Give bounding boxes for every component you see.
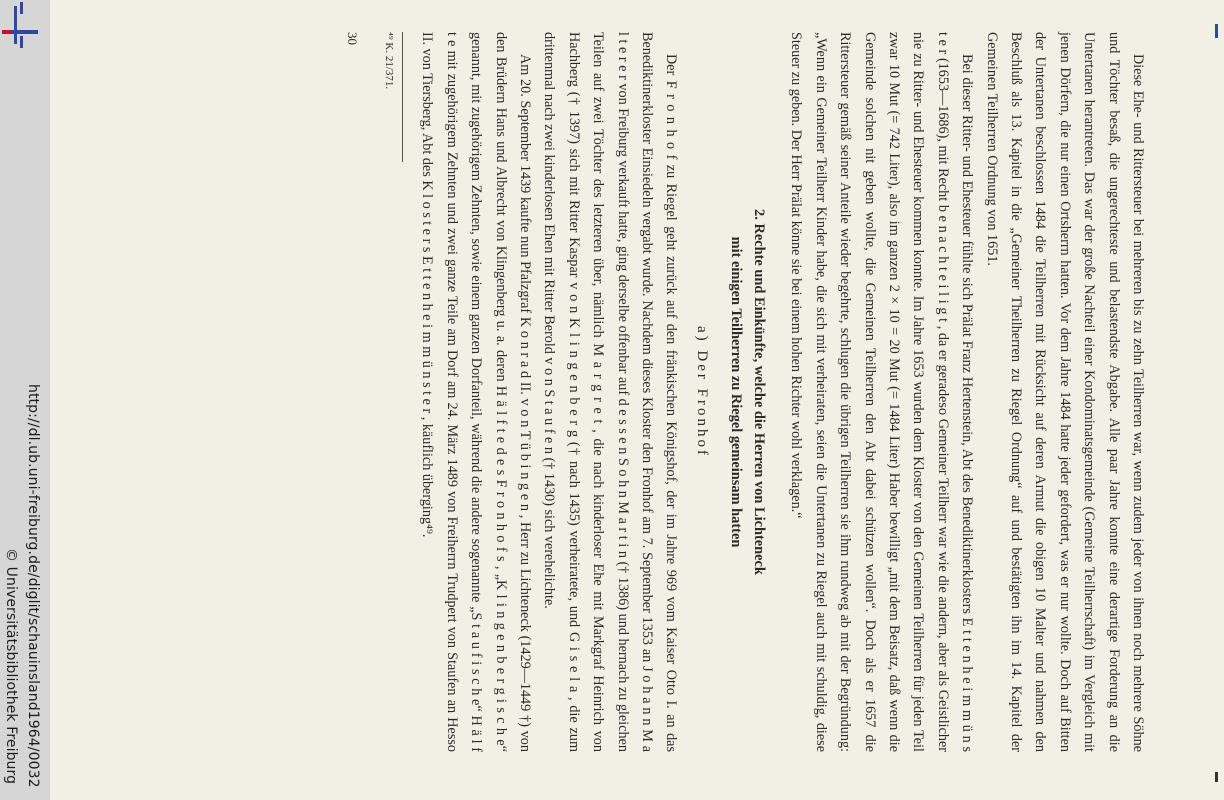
- paragraph-intro-2: Bei dieser Ritter- und Ehesteuer fühlte sich Prälat Franz Hertenstein, Abt des Benediktinerklosters E t t e n h e i m m ü n s t e r (1653—1686), mit Recht b e n a c h t e i l i g t , da er geradeso Gemeiner Teilherr war wie die andern, aber als Geistlicher nie zu Ritter- und Ehesteuer kommen konnte. Im Jahre 1653 wurden dem Kloster von den Gemeinen Teilherren für jeden Teil zwar 10 Mut (= 742 Liter), also im ganzen 2 × 10 = 20 Mut (= 1484 Liter) Haber bewilligt „mit dem Beisatz, daß wenn die Gemeinde solchen nit geben wollte, die Gemeinen Teilherren den Abt dabei schützen wollen“. Doch als er 1657 die Rittersteuer gemäß seiner Anteile wieder begehrte, schlugen die übrigen Teilherren sie ihm rundweg ab mit der Begründung: „Wenn ein Gemeiner Teilherr Kinder habe, die sich mit verheiraten, seien die Untertanen zu Riegel auch mit schuldig, diese Steuer zu geben. Der Herr Prälat könne sie bei einem hohen Richter wohl verklagen.“: [788, 32, 976, 752]
- paragraph-intro-1: Diese Ehe- und Rittersteuer bei mehreren bis zu zehn Teilherren war, wenn zudem jeder von ihnen noch mehrere Söhne und Töchter besaß, die ungerechteste und belastendste Abgabe. Alle paar Jahre konnte eine derartige Forderung an die Untertanen herantreten. Das war der große Nachteil einer Kondominatsgemeinde (Gemeine Teilherrschaft) im Vergleich mit jenen Dörfern, die nur einen Ortsherrn hatten. Vor dem Jahre 1484 hatte jeder gefordert, was er nur wollte. Doch auf Bitten der Untertanen beschlossen 1484 die Teilherren mit Rücksicht auf deren Armut die obigen 10 Malter und nahmen den Beschluß als 13. Kapitel in die „Gemeiner Theilherren zu Riegel Ordnung“ auf und bestätigten ihn im 14. Kapitel der Gemeinen Teilherren Ordnung von 1651.: [983, 32, 1146, 752]
- subsection-heading: a) Der Fronhof: [693, 326, 710, 458]
- viewer-sidebar: [0, 0, 50, 800]
- footnote-divider: [402, 32, 403, 162]
- rotated-page-content: [150, 32, 1150, 752]
- footnote: ⁴⁹ K. 21/371.: [383, 32, 396, 90]
- university-library-logo-icon[interactable]: [0, 0, 50, 50]
- section-heading: [724, 32, 770, 752]
- section-heading-line2: mit einigen Teilherren zu Riegel gemeinsam hatten: [727, 236, 744, 548]
- section-heading-line1: 2. Rechte und Einkünfte, welche die Herren von Lichteneck: [750, 209, 767, 575]
- paragraph-fronhof-2: Am 20. September 1439 kaufte nun Pfalzgraf K o n r a d II. v o n T ü b i n g e n , Herr zu Lichteneck (1429—1449 †) von den Brüdern Hans und Albrecht von Klingenberg u. a. deren H ä l f t e d e s F r o n h o f s , „K l i n g e n b e r g i s c h e“ genannt, mit zugehörigem Zehnten, sowie einem ganzen Dorfanteil, während die andere sogenannte „S t a u f i s c h e“ H ä l f t e mit zugehörigem Zehnten und zwei ganze Teile am Dorf am 24. März 1489 von Freiherrn Trudpert von Staufen an Hesso II. von Tiersberg, Abt des K l o s t e r s E t t e n h e i m m ü n s t e r , käuflich überging⁴⁹.: [419, 32, 534, 752]
- page-edge-marker: [1215, 24, 1218, 38]
- page-number: 30: [345, 32, 361, 45]
- paragraph-fronhof-1: Der F r o n h o f zu Riegel geht zurück auf den fränkischen Königshof, der im Jahre 969 vom Kaiser Otto I. an das Benediktinerkloster Einsiedeln vergabt wurde. Nachdem dieses Kloster den Fronhof am 7. September 1353 an J o h a n n M a l t e r e r von Freiburg verkauft hatte, ging derselbe offenbar auf d e s s e n S o h n M a r t i n († 1386) und hernach zu gleichen Teilen auf zwei Töchter des letzteren über, nämlich M a r g r e t , die nach kinderloser Ehe mit Markgraf Heinrich von Hachberg († 1397) sich mit Ritter Kaspar v o n K l i n g e n b e r g († nach 1435) verheiratete, und G i s e l a , die zum drittenmal nach zwei kinderlosen Ehen mit Ritter Berold v o n S t a u f e n († 1430) sich verehelichte.: [541, 32, 680, 752]
- document-url[interactable]: http://dl.ub.uni-freiburg.de/diglit/schauinsland1964/0032: [25, 384, 41, 788]
- page-edge-marker-bottom: [1215, 772, 1218, 782]
- copyright-notice: © Universitätsbibliothek Freiburg: [3, 548, 19, 785]
